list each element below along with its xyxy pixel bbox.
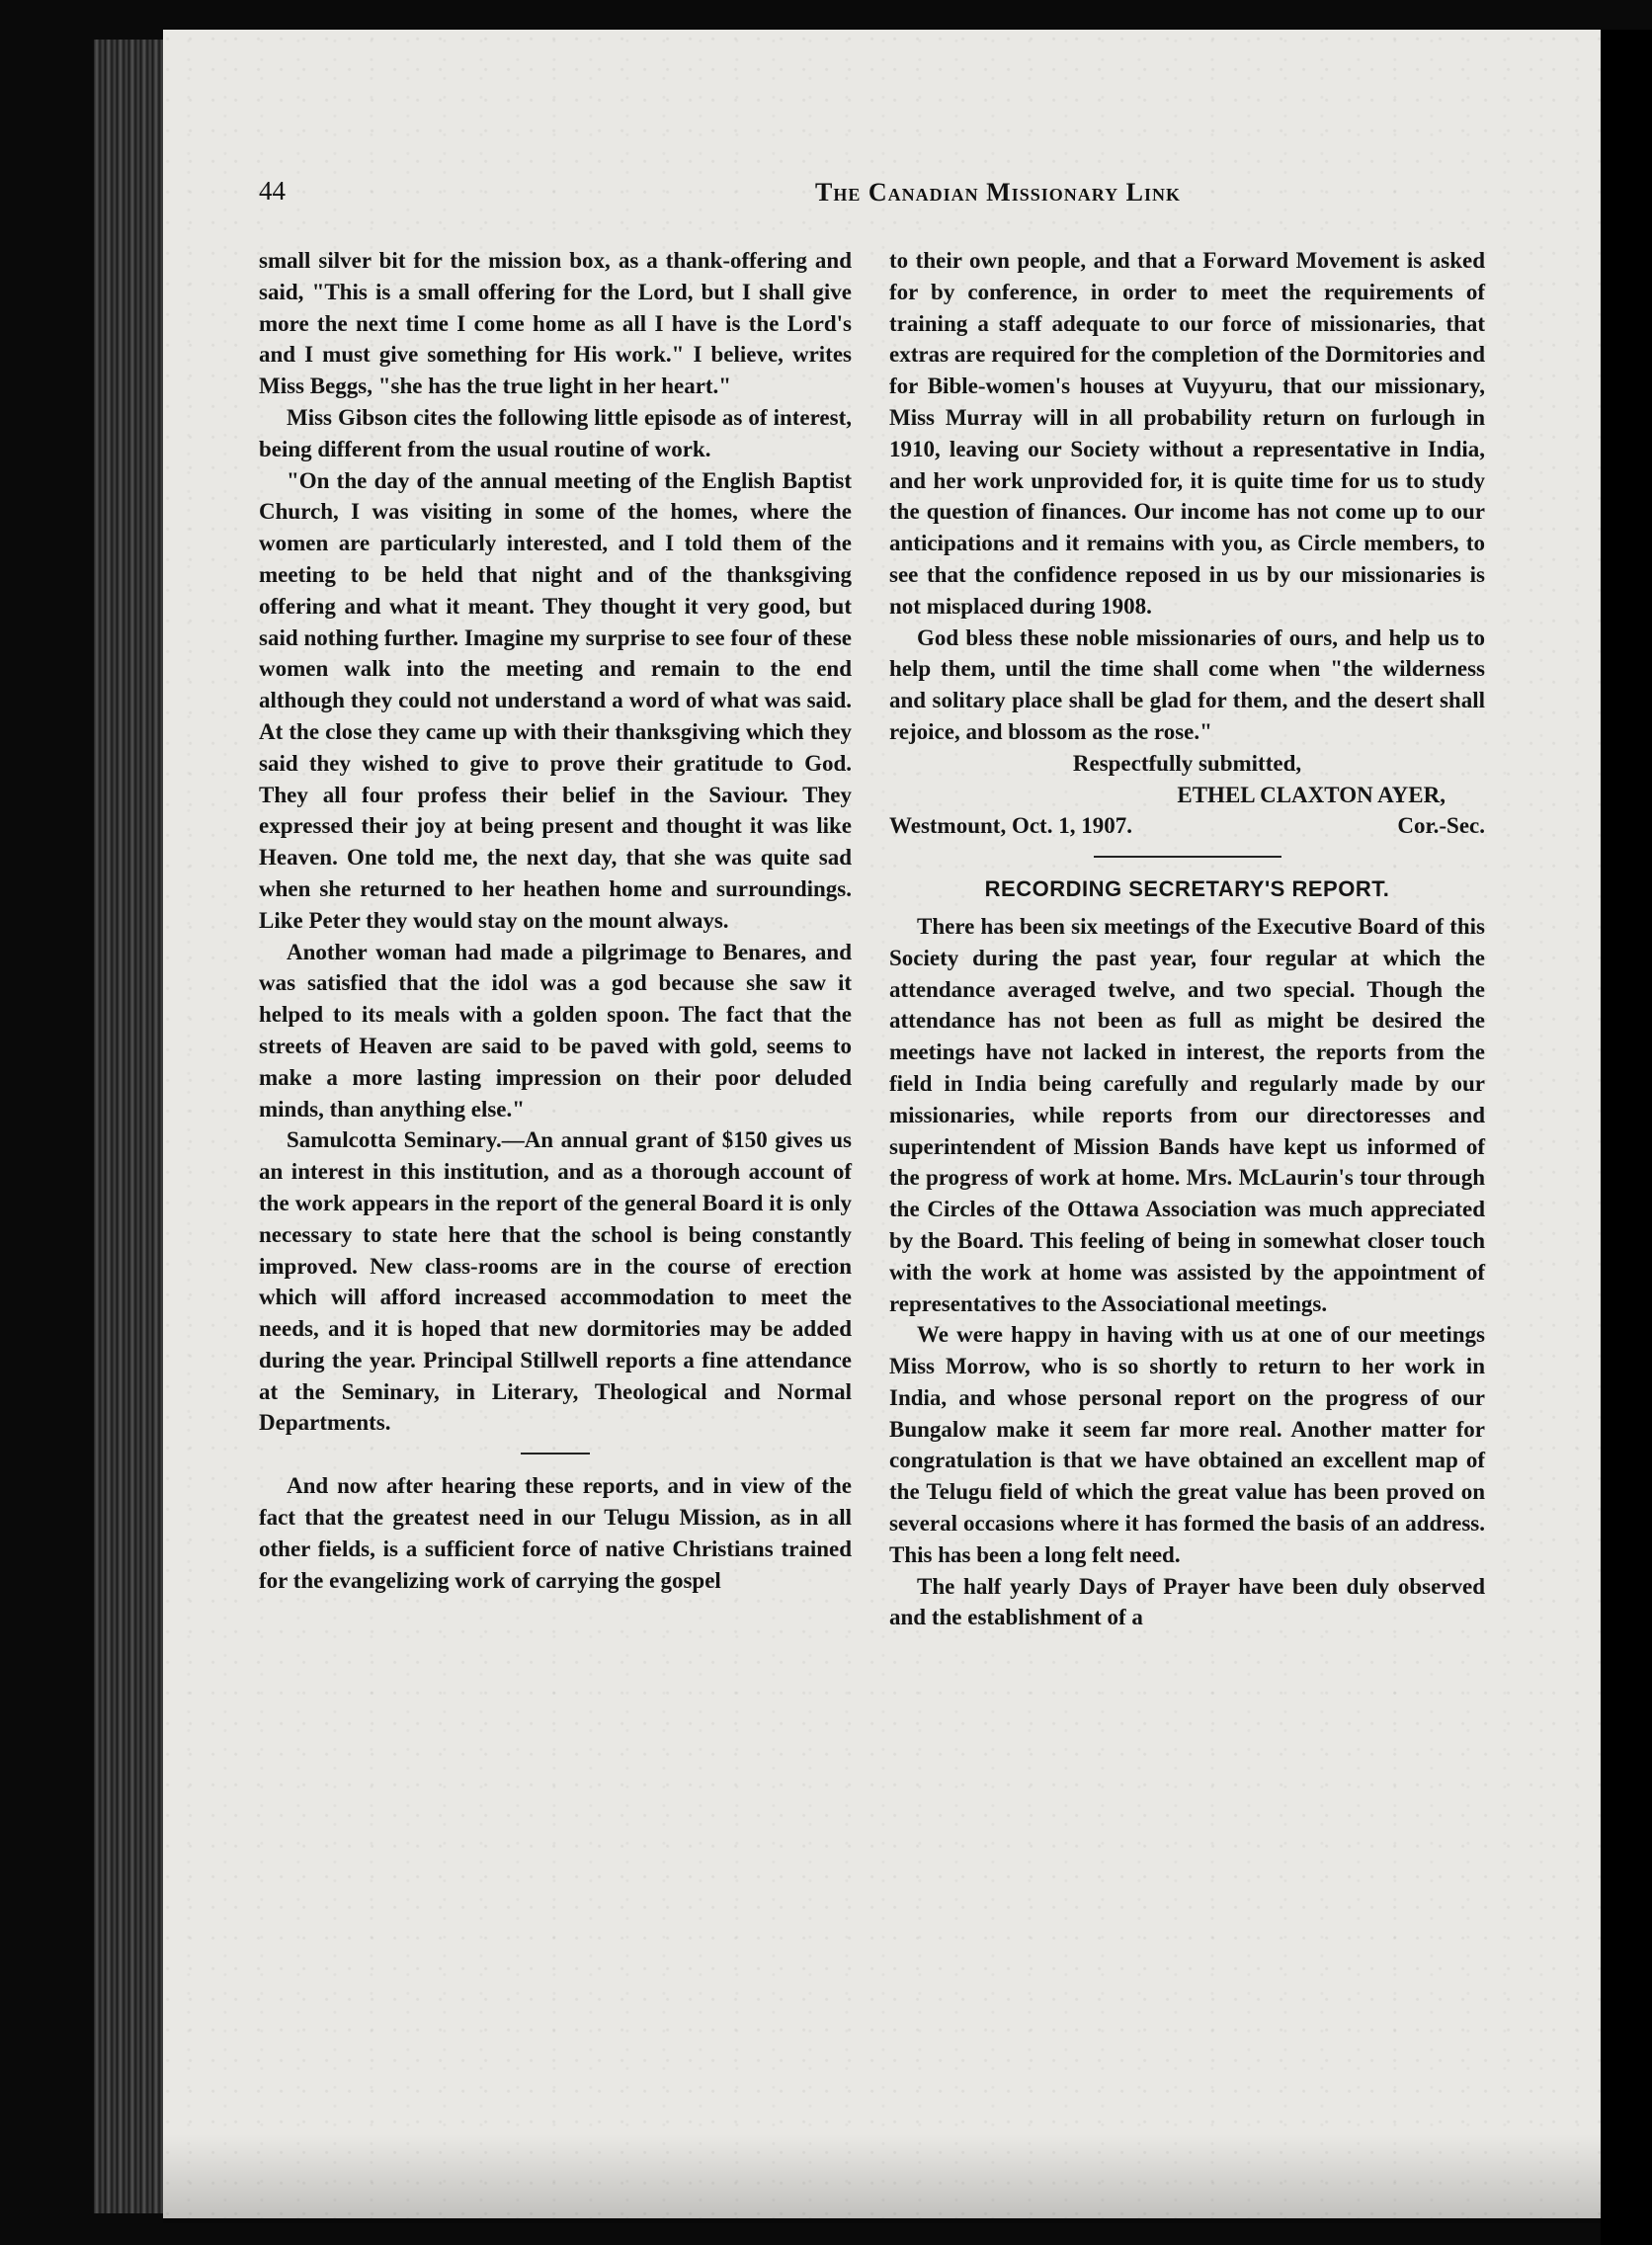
paragraph: small silver bit for the mission box, as a thank-offering and said, "This is a small offering for the Lord, but I shall give more the next time I come home as all I have is the Lord's and I must give something for His work." I believe, writes Miss Beggs, "she has the true light in her heart." [259,248,852,399]
paragraph: to their own people, and that a Forward Movement is asked for by conference, in order to meet the requirements of training a staff adequate to our force of missionaries, that extras are required for the completion of the Dormitories and for Bible-women's houses at Vuyyuru, that our missionary, Miss Murray will in all probability return on furlough in 1910, leaving our Society without a representative in India, and her work unprovided for, it is quite time for us to study the question of finances. Our income has not come up to our anticipations and it remains with you, as Circle members, to see that the confidence reposed in us by our missionaries is not misplaced during 1908. [889,248,1485,619]
paragraph: God bless these noble missionaries of ours, and help us to help them, until the time shall come when "the wilderness and solitary place shall be glad for them, and the desert shall rejoice, and blossom as the rose." [889,624,1485,744]
signatory-title: Cor.-Sec. [1397,813,1485,839]
page-bottom-shadow [163,2134,1606,2223]
section-heading: RECORDING SECRETARY'S REPORT. [984,876,1390,902]
section-divider [1094,856,1281,858]
paragraph: And now after hearing these reports, and in view of the fact that the greatest need in our Telugu Mission, as in all other fields, is a sufficient force of native Christians trained for the evangelizing work of carrying the gospel [259,1473,852,1593]
scan-border-right [1601,30,1652,2245]
right-column [889,245,1485,1633]
paragraph: We were happy in having with us at one of our meetings Miss Morrow, who is so shortly to return to her work in India, and whose personal report on the progress of our Bungalow make it seem far more real. Another matter for congratulation is that we have obtained an excellent map of the Telugu field of which the great value has been proved on several occasions where it has formed the basis of an address. This has been a long felt need. [889,1322,1485,1567]
page-number: 44 [259,176,286,206]
paragraph: Miss Gibson cites the following little episode as of interest, being different from the usual routine of work. [259,404,852,461]
paragraph: Another woman had made a pilgrimage to Benares, and was satisfied that the idol was a god because she saw it helped to its meals with a golden spoon. The fact that the streets of Heaven are said to be paved with gold, seems to make a more lasting impression on their poor deluded minds, than anything else." [259,939,852,1122]
closing-line: Respectfully submitted, [1072,750,1302,776]
signature: ETHEL CLAXTON AYER, [1177,782,1446,807]
dateline [889,810,1485,842]
running-head: The Canadian Missionary Link [815,178,1181,207]
place-date: Westmount, Oct. 1, 1907. [889,813,1132,839]
paragraph: Samulcotta Seminary.—An annual grant of $150 gives us an interest in this institution, and as a thorough account of the work appears in the report of the general Board it is only necessary to state here that the school is being constantly improved. New class-rooms are in the course of erection which will afford increased accommodation to meet the needs, and it is hoped that new dormitories may be added during the year. Principal Stillwell reports a fine attendance at the Seminary, in Literary, Theological and Normal Departments. [259,1127,852,1436]
paragraph: The half yearly Days of Prayer have been duly observed and the establishment of a [889,1573,1485,1630]
section-divider [521,1453,590,1455]
paragraph: There has been six meetings of the Executive Board of this Society during the past year, four regular at which the attendance averaged twelve, and two special. Though the attendance has not been as full as might be desired the meetings have not lacked in interest, the reports from the field in India being carefully and regularly made by our missionaries, while reports from our directoresses and superintendent of Mission Bands have kept us informed of the progress of work at home. Mrs. McLaurin's tour through the Circles of the Ottawa Association was much appreciated by the Board. This feeling of being in somewhat closer touch with the work at home was assisted by the appointment of representatives to the Associational meetings. [889,913,1485,1316]
left-column [259,245,852,1596]
paragraph: "On the day of the annual meeting of the English Baptist Church, I was visiting in some of the homes, where the women are particularly interested, and I told them of the meeting to be held that night and of the thanksgiving offering and what it meant. They thought it very good, but said nothing further. Imagine my surprise to see four of these women walk into the meeting and remain to the end although they could not understand a word of what was said. At the close they came up with their thanksgiving which they said they wished to give to prove their gratitude to God. They all four profess their belief in the Saviour. They expressed their joy at being present and thought it was like Heaven. One told me, the next day, that she was quite sad when she returned to her heathen home and surroundings. Like Peter they would stay on the mount always. [259,467,852,933]
